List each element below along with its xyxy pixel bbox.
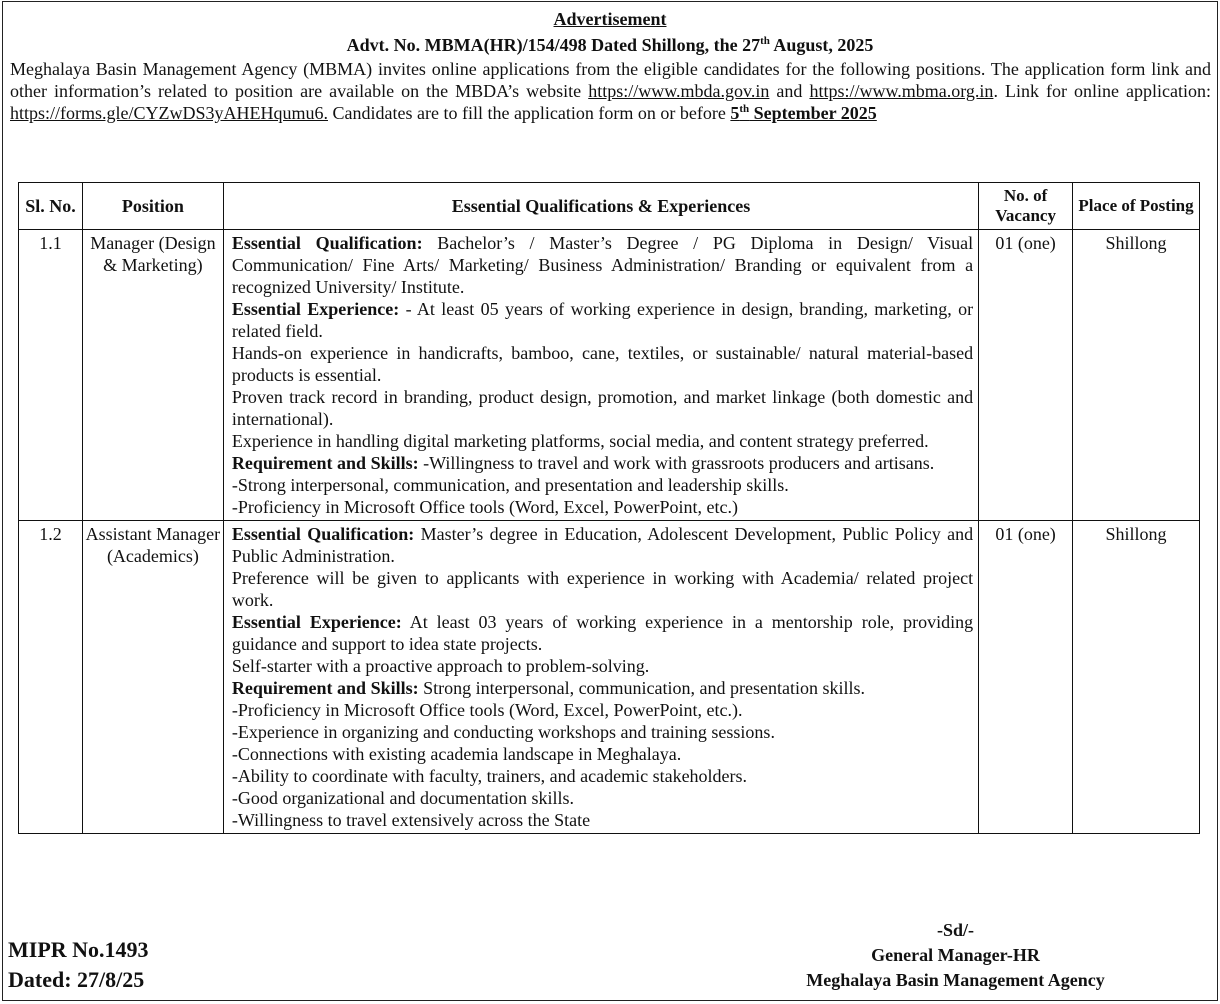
intro-text-1: Meghalaya Basin Management Agency (MBMA) invites online applications from the eligible candidates for the following positions. The application form link and other information’s related to position are available on the MBDA’s website <box>10 59 1211 101</box>
deadline <box>730 103 876 123</box>
row-place: Shillong <box>1073 521 1200 834</box>
mipr-number: MIPR No.1493 <box>8 937 149 962</box>
header-position: Position <box>82 183 223 230</box>
row-position: Manager (Design & Marketing) <box>82 230 223 521</box>
mipr-block <box>8 935 149 995</box>
advertisement-number <box>3 34 1217 56</box>
experience-line: Experience in handling digital marketing platforms, social media, and content strategy preferred. <box>231 431 929 451</box>
experience-heading: Essential Experience: <box>231 299 400 319</box>
advertisement-page <box>2 1 1218 1001</box>
mbda-website-link[interactable]: https://www.mbda.gov.in <box>588 81 770 101</box>
intro-and: and <box>769 81 810 101</box>
signatory-organization: Meghalaya Basin Management Agency <box>806 970 1105 990</box>
application-form-link[interactable]: https://forms.gle/CYZwDS3yAHEHqumu6. <box>10 103 328 123</box>
row-vacancy: 01 (one) <box>979 230 1073 521</box>
experience-line: Self-starter with a proactive approach to problem-solving. <box>231 656 650 676</box>
requirement-line: -Willingness to travel extensively across the State <box>231 810 591 830</box>
header-sl-no: Sl. No. <box>19 183 83 230</box>
table-row <box>19 230 1200 521</box>
experience-text: At least 03 years of working experience in a mentorship role, providing guidance and support to idea state projects. <box>231 612 974 654</box>
intro-paragraph <box>3 58 1217 124</box>
requirement-line: -Strong interpersonal, communication, and presentation and leadership skills. <box>231 475 789 495</box>
requirement-line: -Proficiency in Microsoft Office tools (Word, Excel, PowerPoint, etc.). <box>231 700 743 720</box>
table-header-row <box>19 183 1200 230</box>
header-place: Place of Posting <box>1073 183 1200 230</box>
advt-prefix: Advt. No. MBMA(HR)/154/498 Dated Shillong, the 27 <box>346 35 761 55</box>
requirement-line: -Ability to coordinate with faculty, trainers, and academic stakeholders. <box>231 766 748 786</box>
advt-sup: th <box>760 35 770 47</box>
requirement-heading: Requirement and Skills: <box>231 453 419 473</box>
requirement-line: -Experience in organizing and conducting workshops and training sessions. <box>231 722 775 742</box>
deadline-sup: th <box>739 103 750 115</box>
experience-line: Hands-on experience in handicrafts, bamboo, cane, textiles, or sustainable/ natural material-based products is essential. <box>231 343 974 385</box>
deadline-day: 5 <box>730 103 740 123</box>
requirement-heading: Requirement and Skills: <box>231 678 419 698</box>
mbma-website-link[interactable]: https://www.mbma.org.in <box>809 81 994 101</box>
table-row <box>19 521 1200 834</box>
row-position: Assistant Manager (Academics) <box>82 521 223 834</box>
row-vacancy: 01 (one) <box>979 521 1073 834</box>
row-place: Shillong <box>1073 230 1200 521</box>
experience-text: - At least 05 years of working experience in design, branding, marketing, or related field. <box>231 299 974 341</box>
signature-block <box>743 918 1168 993</box>
signature-sd: -Sd/- <box>936 920 974 940</box>
requirement-line: -Connections with existing academia landscape in Meghalaya. <box>231 744 682 764</box>
advt-suffix: August, 2025 <box>769 35 874 55</box>
intro-text-2: . Link for online application: <box>993 81 1212 101</box>
positions-table <box>18 182 1200 834</box>
row-qualifications <box>223 521 978 834</box>
requirement-text: Strong interpersonal, communication, and presentation skills. <box>418 678 866 698</box>
experience-line: Proven track record in branding, product design, promotion, and market linkage (both domestic and international). <box>231 387 974 429</box>
row-sl: 1.2 <box>19 521 83 834</box>
header-vacancy: No. of Vacancy <box>979 183 1073 230</box>
row-qualifications <box>223 230 978 521</box>
requirement-line: -Proficiency in Microsoft Office tools (Word, Excel, PowerPoint, etc.) <box>231 497 738 517</box>
advertisement-title: Advertisement <box>553 9 667 29</box>
row-sl: 1.1 <box>19 230 83 521</box>
mipr-date: Dated: 27/8/25 <box>8 967 145 992</box>
requirement-text: -Willingness to travel and work with grassroots producers and artisans. <box>418 453 935 473</box>
header-qualifications: Essential Qualifications & Experiences <box>223 183 978 230</box>
qualification-heading: Essential Qualification: <box>231 233 423 253</box>
requirement-line: -Good organizational and documentation skills. <box>231 788 574 808</box>
deadline-rest: September 2025 <box>749 103 877 123</box>
signatory-designation: General Manager-HR <box>871 945 1040 965</box>
qualification-line: Preference will be given to applicants with experience in working with Academia/ related project work. <box>231 568 974 610</box>
qualification-text: Master’s degree in Education, Adolescent Development, Public Policy and Public Administration. <box>231 524 974 566</box>
qualification-text: Bachelor’s / Master’s Degree / PG Diploma in Design/ Visual Communication/ Fine Arts/ Marketing/ Business Administration/ Branding or equivalent from a recognized University/ Institute. <box>231 233 974 297</box>
experience-heading: Essential Experience: <box>231 612 402 632</box>
qualification-heading: Essential Qualification: <box>231 524 415 544</box>
intro-text-3: Candidates are to fill the application form on or before <box>328 103 731 123</box>
